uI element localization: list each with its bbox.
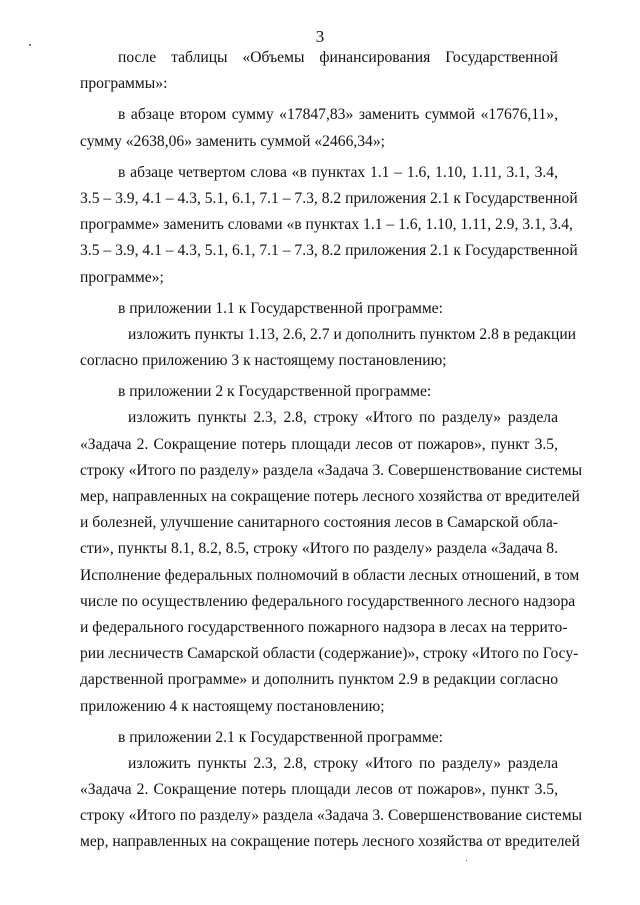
- text-line: числе по осуществлению федерального государственного лесного надзора: [80, 592, 576, 610]
- scan-speck: [29, 44, 31, 46]
- text-line: мер, направленных на сокращение потерь лесного хозяйства от вредителей: [80, 833, 580, 851]
- scan-speck: [466, 860, 467, 861]
- text-line: в приложении 2 к Государственной программе:: [118, 383, 432, 401]
- text-line: рии лесничеств Самарской области (содержание)», строку «Итого по Госу-: [80, 645, 579, 663]
- text-line: изложить пункты 2.3, 2.8, строку «Итого по разделу» раздела: [128, 409, 558, 427]
- text-line: программе»;: [80, 268, 164, 286]
- text-line: 3.5 – 3.9, 4.1 – 4.3, 5.1, 6.1, 7.1 – 7.3, 8.2 приложения 2.1 к Государственной: [80, 242, 578, 260]
- text-line: в приложении 1.1 к Государственной программе:: [118, 299, 443, 317]
- text-line: и федерального государственного пожарного надзора в лесах на террито-: [80, 618, 568, 636]
- text-line: «Задача 2. Сокращение потерь площади лесов от пожаров», пункт 3.5,: [80, 435, 558, 453]
- text-line: согласно приложению 3 к настоящему постановлению;: [80, 352, 447, 370]
- text-line: Исполнение федеральных полномочий в области лесных отношений, в том: [80, 566, 580, 584]
- text-line: строку «Итого по разделу» раздела «Задача 3. Совершенствование системы: [80, 807, 583, 825]
- text-line: изложить пункты 2.3, 2.8, строку «Итого по разделу» раздела: [128, 754, 558, 772]
- page-number: 3: [315, 27, 325, 46]
- document-body: [80, 45, 583, 856]
- text-line: в приложении 2.1 к Государственной программе:: [118, 728, 443, 746]
- text-line: строку «Итого по разделу» раздела «Задача 3. Совершенствование системы: [80, 461, 583, 479]
- text-line: в абзаце втором сумму «17847,83» заменить суммой «17676,11»,: [118, 106, 558, 124]
- text-line: после таблицы «Объемы финансирования Государственной: [118, 49, 558, 66]
- text-line: и болезней, улучшение санитарного состояния лесов в Самарской обла-: [80, 514, 558, 532]
- text-line: сумму «2638,06» заменить суммой «2466,34»;: [80, 132, 385, 150]
- text-line: «Задача 2. Сокращение потерь площади лесов от пожаров», пункт 3.5,: [80, 781, 558, 799]
- text-line: программе» заменить словами «в пунктах 1.1 – 1.6, 1.10, 1.11, 2.9, 3.1, 3.4,: [80, 216, 573, 234]
- text-line: дарственной программе» и дополнить пунктом 2.9 в редакции согласно: [80, 671, 558, 689]
- text-line: приложению 4 к настоящему постановлению;: [80, 697, 385, 715]
- text-line: 3.5 – 3.9, 4.1 – 4.3, 5.1, 6.1, 7.1 – 7.3, 8.2 приложения 2.1 к Государственной: [80, 189, 578, 207]
- text-line: изложить пункты 1.13, 2.6, 2.7 и дополнить пунктом 2.8 в редакции: [128, 325, 577, 343]
- text-line: программы»:: [80, 75, 168, 93]
- text-line: сти», пункты 8.1, 8.2, 8.5, строку «Итого по разделу» раздела «Задача 8.: [80, 540, 558, 558]
- text-line: мер, направленных на сокращение потерь лесного хозяйства от вредителей: [80, 488, 580, 505]
- text-line: в абзаце четвертом слова «в пунктах 1.1 – 1.6, 1.10, 1.11, 3.1, 3.4,: [118, 163, 558, 181]
